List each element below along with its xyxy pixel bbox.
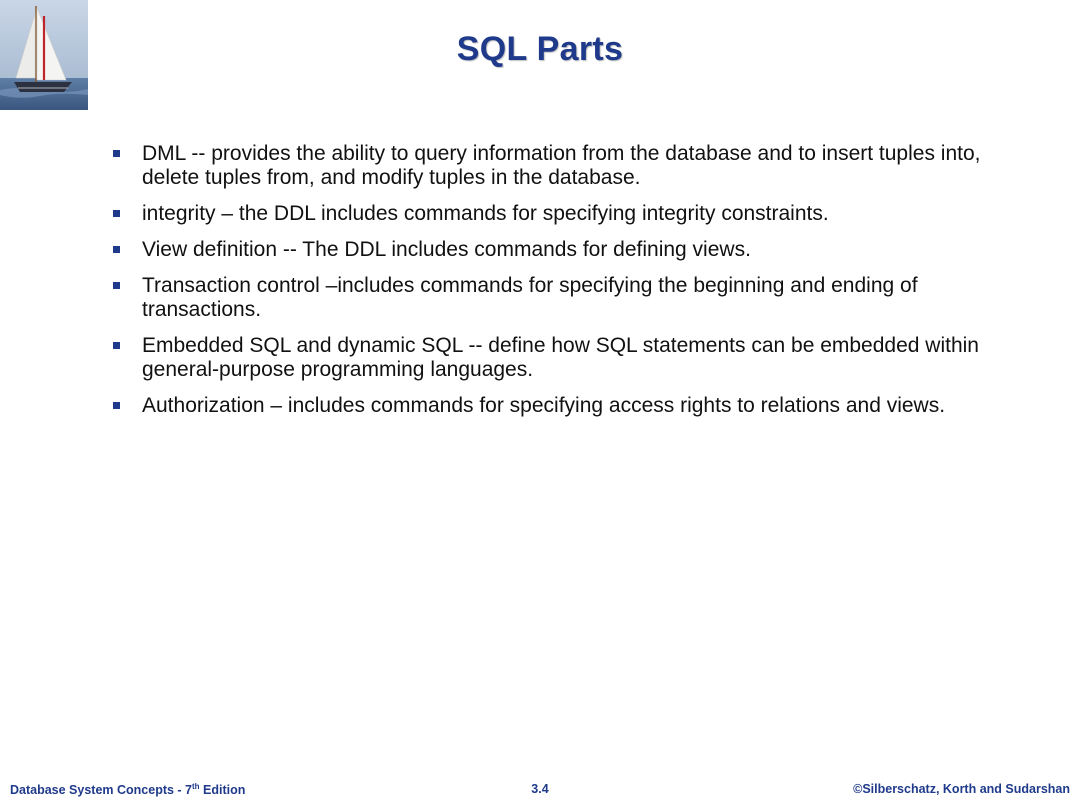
bullet-item-authorization xyxy=(110,394,990,418)
square-bullet-icon xyxy=(113,282,120,289)
bullet-text: Authorization – includes commands for specifying access rights to relations and views. xyxy=(142,394,946,417)
footer-copyright: ©Silberschatz, Korth and Sudarshan xyxy=(853,782,1070,796)
footer-book-superscript: th xyxy=(192,782,200,791)
bullet-item-transaction-control xyxy=(110,274,990,322)
square-bullet-icon xyxy=(113,246,120,253)
square-bullet-icon xyxy=(113,150,120,157)
bullet-item-view-definition xyxy=(110,238,990,262)
bullet-text: integrity – the DDL includes commands for specifying integrity constraints. xyxy=(142,202,829,225)
footer-book-suffix: Edition xyxy=(199,783,246,798)
square-bullet-icon xyxy=(113,402,120,409)
bullet-item-integrity xyxy=(110,202,990,226)
slide-title: SQL Parts xyxy=(456,30,624,68)
bullet-item-dml xyxy=(110,142,990,190)
square-bullet-icon xyxy=(113,210,120,217)
bullet-text: Transaction control –includes commands for specifying the beginning and ending of transactions. xyxy=(142,274,918,321)
bullet-text: View definition -- The DDL includes commands for defining views. xyxy=(142,238,751,261)
slide-footer xyxy=(0,774,1080,810)
footer-page-number: 3.4 xyxy=(531,782,549,796)
square-bullet-icon xyxy=(113,342,120,349)
bullet-item-embedded-sql xyxy=(110,334,990,382)
bullet-text: DML -- provides the ability to query information from the database and to insert tuples into, delete tuples from, and modify tuples in the database. xyxy=(142,142,981,189)
footer-book-prefix: Database System Concepts - 7 xyxy=(10,783,193,798)
footer-book-title xyxy=(10,782,245,797)
bullet-text: Embedded SQL and dynamic SQL -- define how SQL statements can be embedded within general-purpose programming languages. xyxy=(142,334,979,381)
bullet-list xyxy=(110,142,990,430)
